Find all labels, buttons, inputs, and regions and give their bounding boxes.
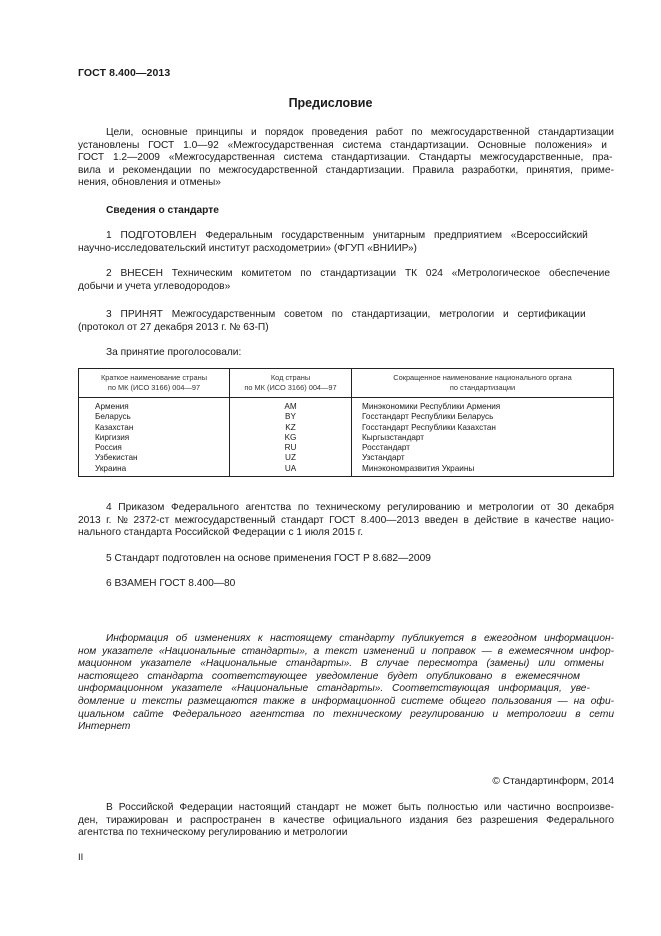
- item-line: научно-исследовательский институт расходометрии» (ФГУП «ВНИИР»): [78, 242, 417, 254]
- copyright: © Стандартинформ, 2014: [492, 776, 614, 787]
- info-line: мационном указателе «Национальные стандарты». В случае пересмотра (замены) или отмены: [78, 658, 604, 670]
- item-2: [78, 268, 614, 293]
- countries-table: [78, 368, 614, 477]
- voted-label: За принятие проголосовали:: [106, 347, 242, 358]
- item-6: 6 ВЗАМЕН ГОСТ 8.400—80: [106, 578, 236, 589]
- page-number: II: [78, 852, 84, 863]
- table-row: [79, 412, 614, 422]
- column-header-body: Сокращенное наименование национального органа по стандартизации: [352, 369, 614, 398]
- country-code: UZ: [230, 453, 352, 463]
- country-name: Россия: [79, 443, 230, 453]
- country-code: KZ: [230, 423, 352, 433]
- table-row: [79, 433, 614, 443]
- rights-line: В Российской Федерации настоящий стандарт не может быть полностью или частично воспроизве-: [106, 802, 614, 813]
- item-line: 1 ПОДГОТОВЛЕН Федеральным государственным унитарным предприятием «Всероссийский: [106, 230, 588, 241]
- country-name: Казахстан: [79, 423, 230, 433]
- item-line: 2013 г. № 2372-ст межгосударственный стандарт ГОСТ 8.400—2013 введен в действие в качестве нацио-: [78, 514, 614, 526]
- item-line: 3 ПРИНЯТ Межгосударственным советом по стандартизации, метрологии и сертификации: [106, 309, 586, 320]
- country-name: Узбекистан: [79, 453, 230, 463]
- column-header-code: Код страны по МК (ИСО 3166) 004—97: [230, 369, 352, 398]
- country-code: UA: [230, 464, 352, 477]
- info-line: Информация об изменениях к настоящему стандарту публикуется в ежегодном информацион-: [106, 633, 614, 644]
- page-title: Предисловие: [288, 96, 373, 110]
- table-row: [79, 443, 614, 453]
- table-row: [79, 423, 614, 433]
- standards-body: Минэкономразвития Украины: [352, 464, 614, 477]
- country-name: Беларусь: [79, 412, 230, 422]
- info-notice: [78, 633, 614, 734]
- table-row: [79, 464, 614, 477]
- country-code: AM: [230, 398, 352, 413]
- standards-body: Госстандарт Республики Казахстан: [352, 423, 614, 433]
- intro-line: вила и рекомендации по межгосударственной стандартизации. Правила разработки, принятия, приме-: [78, 164, 614, 176]
- table-row: [79, 453, 614, 463]
- intro-line: ГОСТ 1.2—2009 «Межгосударственная система стандартизации. Стандарты межгосударственные, пра-: [78, 152, 613, 164]
- rights-line: агентства по техническому регулированию и метрологии: [78, 827, 348, 839]
- country-name: Киргизия: [79, 433, 230, 443]
- country-code: KG: [230, 433, 352, 443]
- country-code: RU: [230, 443, 352, 453]
- intro-line: нения, обновления и отмены»: [78, 177, 221, 189]
- column-header-country: Краткое наименование страны по МК (ИСО 3166) 004—97: [79, 369, 230, 398]
- item-line: 4 Приказом Федерального агентства по техническому регулированию и метрологии от 30 декабря: [106, 502, 614, 513]
- info-line: настоящего стандарта соответствующее уведомление будет опубликовано в ежемесячном: [78, 670, 581, 682]
- item-5: 5 Стандарт подготовлен на основе применения ГОСТ Р 8.682—2009: [106, 553, 431, 564]
- info-line: циальном сайте Федерального агентства по техническому регулированию и метрологии в сети: [78, 708, 614, 720]
- info-line: Интернет: [78, 721, 131, 733]
- item-3: [78, 309, 614, 334]
- info-line: информационном указателе «Национальные стандарты». Соответствующая информация, уве-: [78, 683, 590, 695]
- standards-body: Росстандарт: [352, 443, 614, 453]
- item-line: 2 ВНЕСЕН Техническим комитетом по стандартизации ТК 024 «Метрологическое обеспечение: [106, 268, 610, 279]
- item-1: [78, 230, 614, 255]
- item-4: [78, 502, 614, 540]
- section-heading: Сведения о стандарте: [106, 205, 219, 216]
- standards-body: Узстандарт: [352, 453, 614, 463]
- country-name: Армения: [79, 398, 230, 413]
- rights-notice: [78, 802, 614, 840]
- standards-body: Госстандарт Республики Беларусь: [352, 412, 614, 422]
- item-line: нального стандарта Российской Федерации с 1 июля 2015 г.: [78, 527, 364, 539]
- document-header: ГОСТ 8.400—2013: [78, 67, 171, 79]
- table-row: [79, 398, 614, 413]
- info-line: домление и тексты размещаются также в информационной системе общего пользования — на офи-: [78, 695, 614, 707]
- intro-paragraph: [78, 127, 614, 190]
- item-line: (протокол от 27 декабря 2013 г. № 63-П): [78, 321, 269, 333]
- info-line: ном указателе «Национальные стандарты», а текст изменений и поправок — в ежемесячном инфор-: [78, 645, 614, 657]
- intro-line: установлены ГОСТ 1.0—92 «Межгосударственная система стандартизации. Основные положения» и: [78, 139, 607, 151]
- item-line: добычи и учета углеводородов»: [78, 280, 231, 292]
- standards-body: Кыргызстандарт: [352, 433, 614, 443]
- country-code: BY: [230, 412, 352, 422]
- country-name: Украина: [79, 464, 230, 477]
- intro-line: Цели, основные принципы и порядок проведения работ по межгосударственной стандартизации: [106, 127, 614, 138]
- table-header-row: [79, 369, 614, 398]
- rights-line: ден, тиражирован и распространен в качестве официального издания без разрешения Федерального: [78, 814, 614, 826]
- standards-body: Минэкономики Республики Армения: [352, 398, 614, 413]
